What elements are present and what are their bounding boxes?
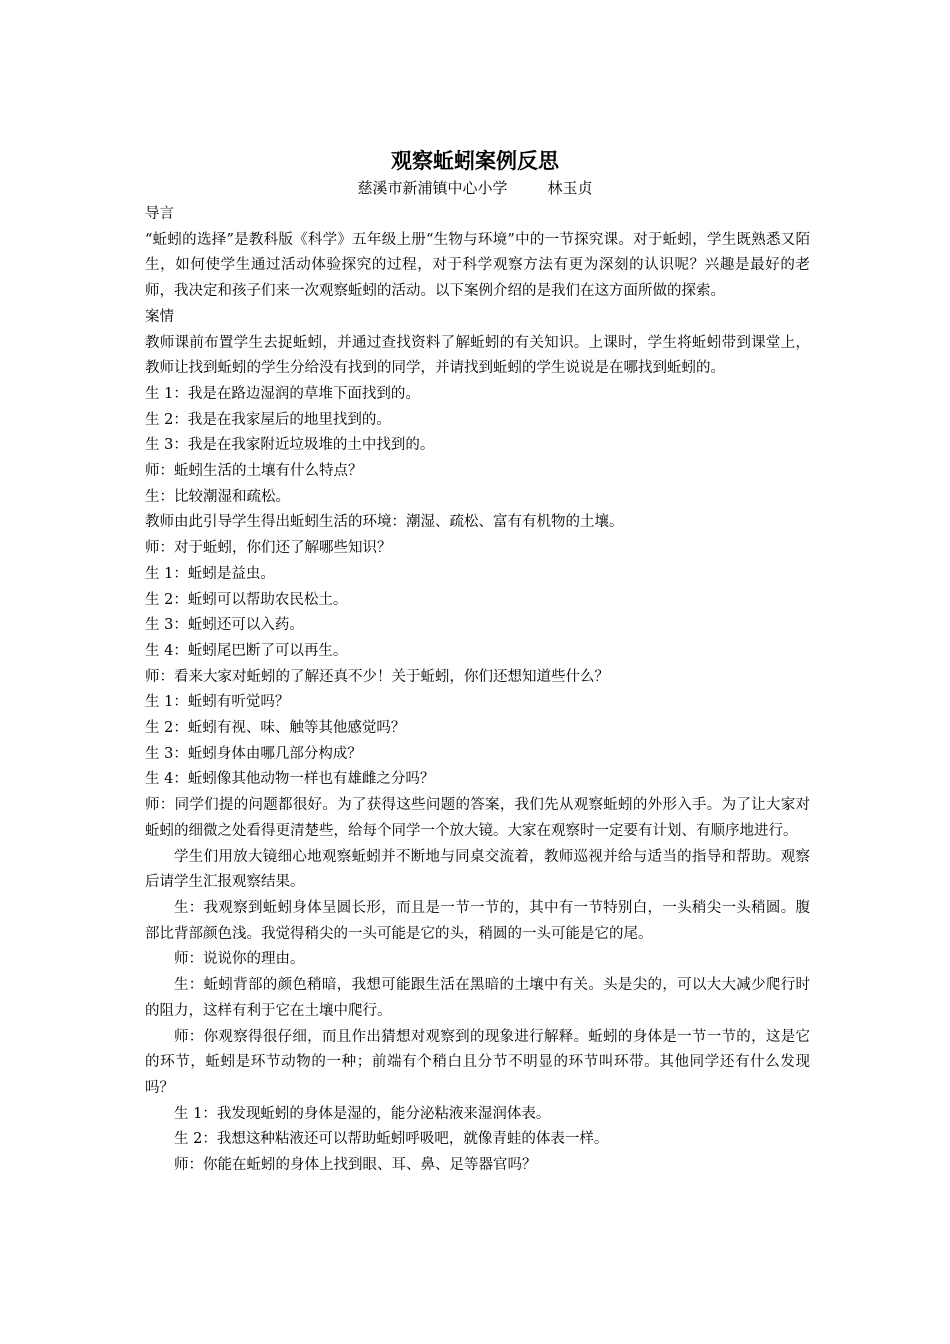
paragraph: 生 1：蚯蚓是益虫。 [145,565,275,582]
paragraph: 案情 [145,308,174,325]
paragraph: 生 3：我是在我家附近垃圾堆的土中找到的。 [145,437,435,454]
paragraph: 导言 [145,206,174,222]
paragraph: 师：说说你的理由。 [174,951,305,968]
paragraph: “蚯蚓的选择”是教科版《科学》五年级上册“生物与环境”中的一节探究课。对于蚯蚓，学生既熟悉又陌生，如何使学生通过活动体验探究的过程，对于科学观察方法有更为深刻的认识呢？兴趣是最好的老师，我决定和孩子们来一次观察蚯蚓的活动。以下案例介绍的是我们在这方面所做的探索。 [145,231,810,300]
paragraph: 师：你观察得很仔细，而且作出猜想对观察到的现象进行解释。蚯蚓的身体是一节一节的，这是它的环节，蚯蚓是环节动物的一种；前端有个稍白且分节不明显的环节叫环带。其他同学还有什么发现吗？ [145,1028,810,1096]
paragraph: 师：对于蚯蚓，你们还了解哪些知识？ [145,540,392,557]
school-name: 慈溪市新浦镇中心小学 [357,179,508,197]
paragraph: 生：我观察到蚯蚓身体呈圆长形，而且是一节一节的，其中有一节特别白，一头稍尖一头稍圆。腹部比背部颜色浅。我觉得稍尖的一头可能是它的头，稍圆的一头可能是它的尾。 [145,899,810,942]
paragraph: 师：看来大家对蚯蚓的了解还真不少！关于蚯蚓，你们还想知道些什么？ [145,668,609,685]
paragraph: 学生们用放大镜细心地观察蚯蚓并不断地与同桌交流着，教师巡视并给与适当的指导和帮助。观察后请学生汇报观察结果。 [145,848,810,891]
paragraph: 生 1：蚯蚓有听觉吗？ [145,694,290,711]
paragraph: 生 1：我发现蚯蚓的身体是湿的，能分泌粘液来湿润体表。 [174,1105,551,1122]
document-byline [0,177,950,199]
paragraph: 生 2：我是在我家屋后的地里找到的。 [145,411,391,428]
paragraph: 生 1：我是在路边湿润的草堆下面找到的。 [145,385,420,402]
paragraph: 生 4：蚯蚓像其他动物一样也有雄雌之分吗？ [145,771,435,788]
paragraph: 生 2：我想这种粘液还可以帮助蚯蚓呼吸吧，就像青蛙的体表一样。 [174,1131,609,1148]
paragraph: 师：蚯蚓生活的土壤有什么特点？ [145,463,363,480]
paragraph: 生 3：蚯蚓身体由哪几部分构成？ [145,745,362,762]
paragraph: 师：你能在蚯蚓的身体上找到眼、耳、鼻、足等器官吗？ [174,1157,537,1174]
paragraph: 生 2：蚯蚓可以帮助农民松土。 [145,591,348,608]
paragraph: 生 2：蚯蚓有视、味、触等其他感觉吗？ [145,720,406,737]
document-title: 观察蚯蚓案例反思 [391,148,559,173]
paragraph: 生 4：蚯蚓尾巴断了可以再生。 [145,642,348,659]
paragraph: 师：同学们提的问题都很好。为了获得这些问题的答案，我们先从观察蚯蚓的外形入手。为了让大家对蚯蚓的细微之处看得更清楚些，给每个同学一个放大镜。大家在观察时一定要有计划、有顺序地进行。 [145,797,810,839]
paragraph: 生：蚯蚓背部的颜色稍暗，我想可能跟生活在黑暗的土壤中有关。头是尖的，可以大大减少爬行时的阻力，这样有利于它在土壤中爬行。 [145,977,810,1019]
paragraph: 生：比较潮湿和疏松。 [145,488,290,505]
author-name: 林玉贞 [547,179,593,197]
paragraph: 教师由此引导学生得出蚯蚓生活的环境：潮湿、疏松、富有有机物的土壤。 [145,514,624,531]
paragraph: 生 3：蚯蚓还可以入药。 [145,617,304,634]
document-body [145,202,810,1179]
paragraph: 教师课前布置学生去捉蚯蚓，并通过查找资料了解蚯蚓的有关知识。上课时，学生将蚯蚓带到课堂上，教师让找到蚯蚓的学生分给没有找到的同学，并请找到蚯蚓的学生说说是在哪找到蚯蚓的。 [145,334,810,377]
